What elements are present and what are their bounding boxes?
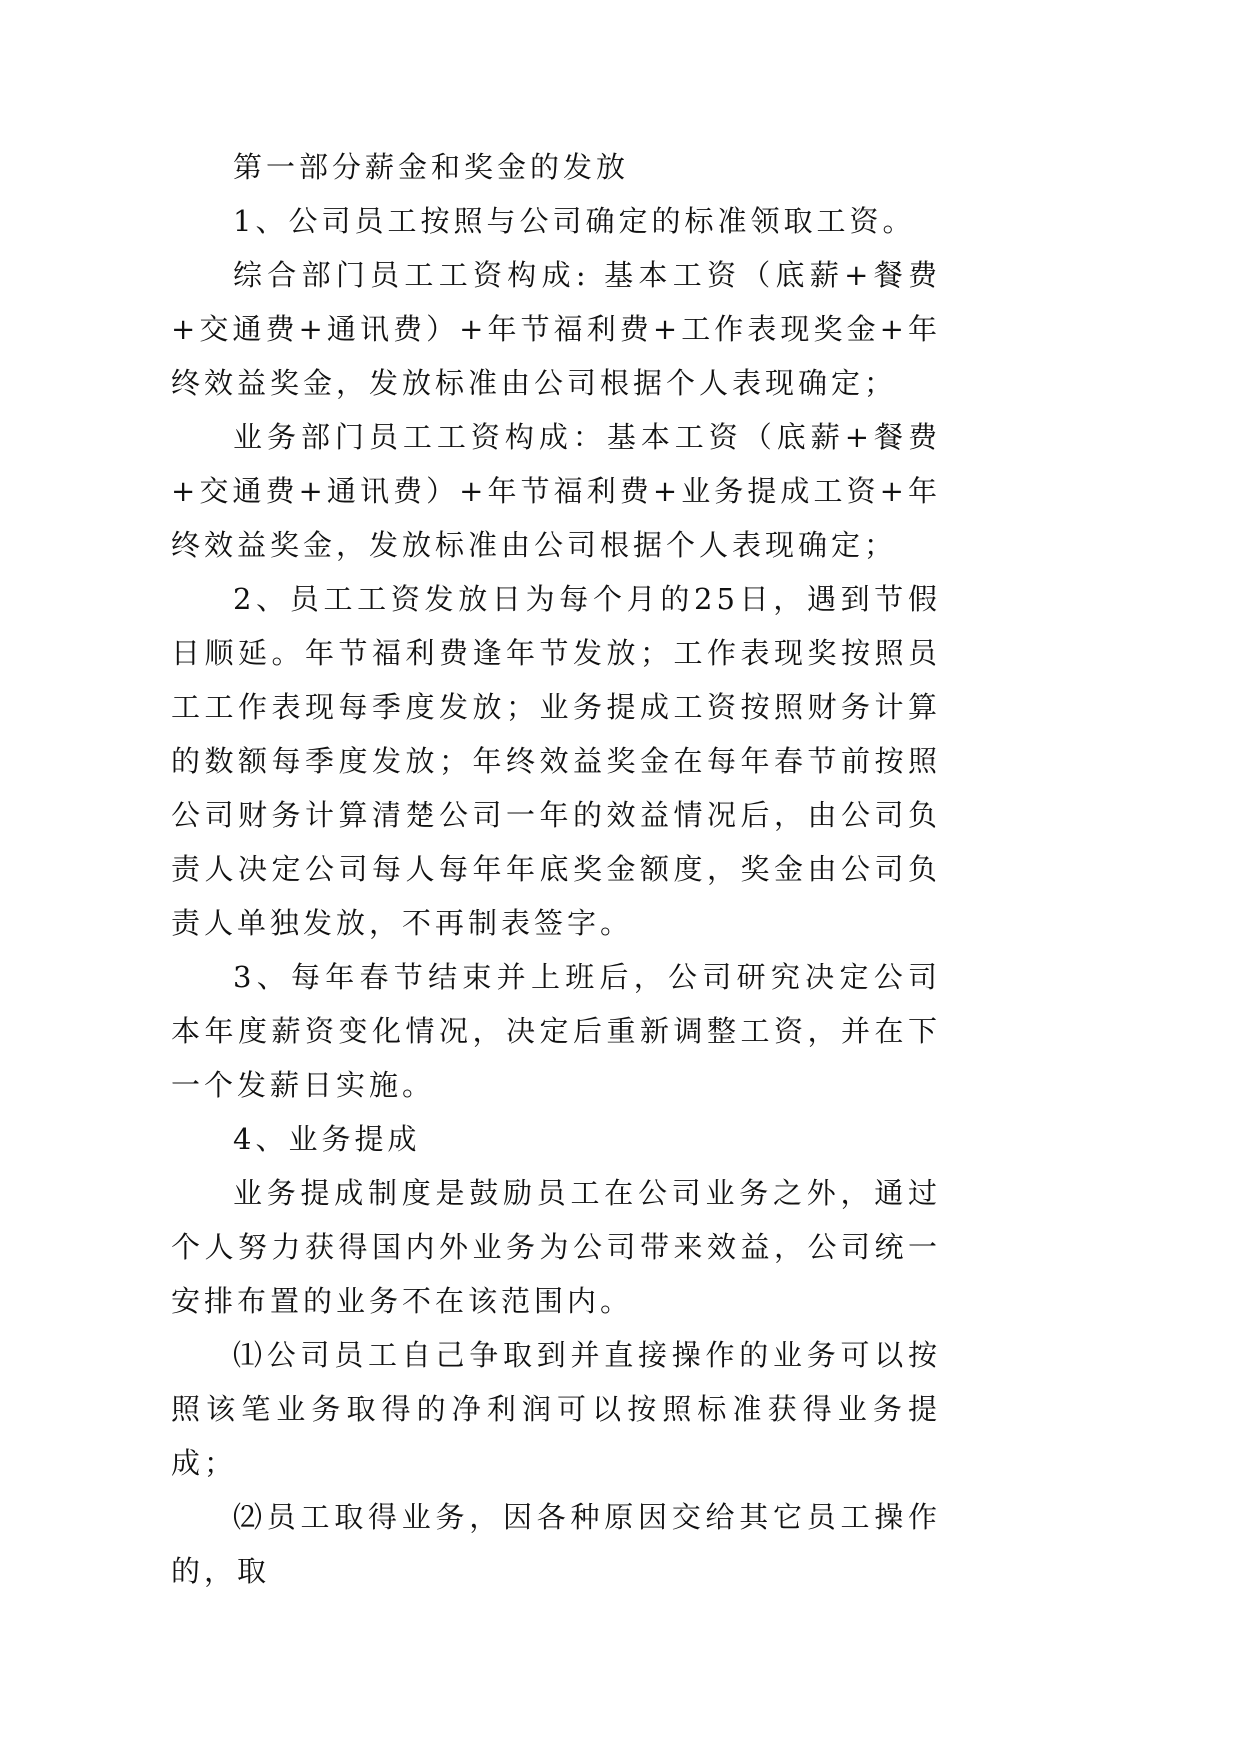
- paragraph: 1、公司员工按照与公司确定的标准领取工资。: [233, 204, 916, 238]
- subsection-heading: 4、业务提成: [233, 1122, 421, 1156]
- paragraph: 业务提成制度是鼓励员工在公司业务之外，通过个人努力获得国内外业务为公司带来效益，公司统一安排布置的业务不在该范围内。: [171, 1176, 941, 1318]
- paragraph: 业务部门员工工资构成：基本工资（底薪+餐费+交通费+通讯费）+年节福利费+业务提成工资+年终效益奖金，发放标准由公司根据个人表现确定；: [171, 420, 941, 562]
- section-heading: 第一部分薪金和奖金的发放: [233, 150, 630, 184]
- paragraph: 综合部门员工工资构成: 基本工资（底薪+餐费+交通费+通讯费）+年节福利费+工作表现奖金+年终效益奖金，发放标准由公司根据个人表现确定；: [171, 258, 941, 400]
- paragraph: ⑵员工取得业务，因各种原因交给其它员工操作的，取: [171, 1500, 941, 1588]
- document-body: [171, 140, 941, 1598]
- paragraph: 2、员工工资发放日为每个月的25日，遇到节假日顺延。年节福利费逢年节发放；工作表现奖按照员工工作表现每季度发放；业务提成工资按照财务计算的数额每季度发放；年终效益奖金在每年春节前按照公司财务计算清楚公司一年的效益情况后，由公司负责人决定公司每人每年年底奖金额度，奖金由公司负责人单独发放，不再制表签字。: [171, 582, 941, 940]
- paragraph: 3、每年春节结束并上班后，公司研究决定公司本年度薪资变化情况，决定后重新调整工资，并在下一个发薪日实施。: [171, 960, 941, 1102]
- paragraph: ⑴公司员工自己争取到并直接操作的业务可以按照该笔业务取得的净利润可以按照标准获得业务提成；: [171, 1338, 941, 1480]
